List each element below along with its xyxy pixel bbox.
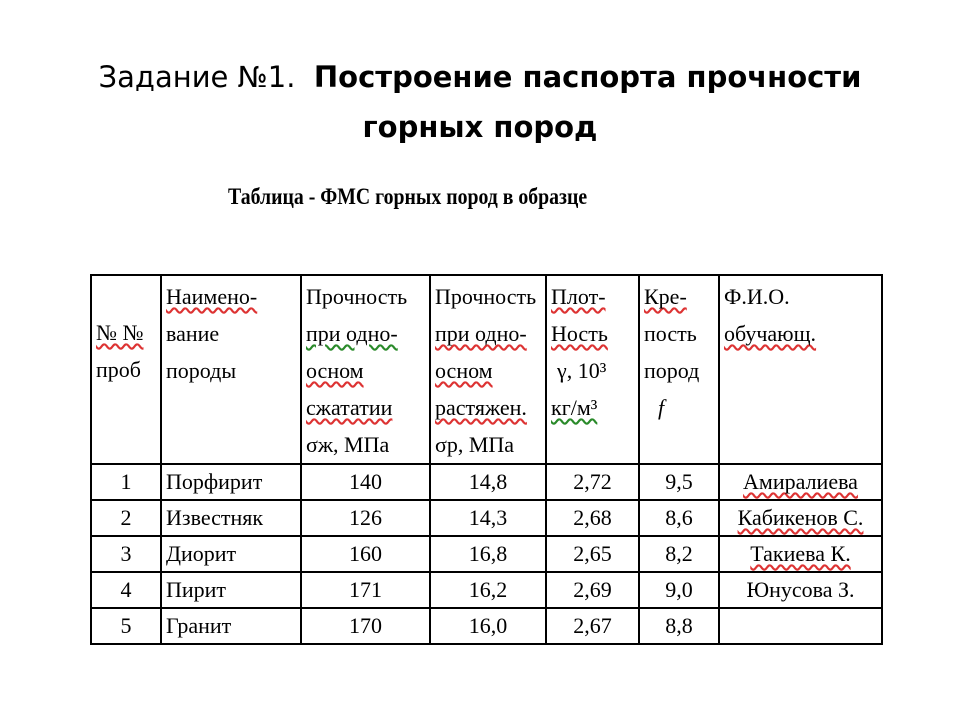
rock-properties-table	[90, 274, 883, 645]
cell-density: 2,68	[546, 500, 639, 536]
header-line: осном	[306, 358, 364, 383]
cell-student	[719, 536, 882, 572]
title-bold-line-2: горных пород	[362, 110, 598, 144]
header-unit: σр, МПа	[435, 432, 515, 457]
cell-hardness: 8,2	[639, 536, 719, 572]
header-line: осном	[435, 358, 493, 383]
cell-compressive: 171	[301, 572, 430, 608]
cell-rock-name: Пирит	[161, 572, 301, 608]
header-line: № №	[96, 320, 144, 345]
header-line: Ф.И.О.	[724, 284, 790, 309]
header-gamma: γ, 10³	[557, 358, 607, 383]
cell-rock-name: Гранит	[161, 608, 301, 644]
header-line: сжататии	[306, 395, 393, 420]
cell-compressive: 160	[301, 536, 430, 572]
header-line: обучающ.	[724, 321, 817, 346]
cell-hardness: 9,0	[639, 572, 719, 608]
table-row	[91, 500, 882, 536]
header-line: Наимено-	[166, 284, 258, 309]
header-line: Прочность	[306, 284, 408, 309]
header-line: пость	[644, 321, 697, 346]
cell-sample-no: 4	[91, 572, 161, 608]
header-line: Плот-	[551, 284, 606, 309]
header-unit: кг/м³	[551, 395, 598, 420]
title-bold-line-1: Построение паспорта прочности	[313, 60, 862, 94]
cell-density: 2,67	[546, 608, 639, 644]
table-row	[91, 608, 882, 644]
header-line: проб	[96, 357, 141, 382]
cell-tensile: 14,3	[430, 500, 546, 536]
cell-rock-name: Порфирит	[161, 464, 301, 500]
header-density	[546, 275, 639, 464]
table-row	[91, 464, 882, 500]
header-line: при одно-	[435, 321, 527, 346]
header-line: растяжен.	[435, 395, 527, 420]
header-line: Ность	[551, 321, 608, 346]
header-tensile-strength	[430, 275, 546, 464]
cell-rock-name: Известняк	[161, 500, 301, 536]
cell-hardness: 9,5	[639, 464, 719, 500]
cell-sample-no: 2	[91, 500, 161, 536]
cell-compressive: 170	[301, 608, 430, 644]
table-row	[91, 536, 882, 572]
student-name: Кабикенов С.	[737, 505, 864, 530]
cell-tensile: 16,2	[430, 572, 546, 608]
cell-tensile: 16,8	[430, 536, 546, 572]
header-rock-name	[161, 275, 301, 464]
cell-density: 2,69	[546, 572, 639, 608]
student-name: Юнусова З.	[746, 577, 855, 602]
cell-student	[719, 608, 882, 644]
header-student	[719, 275, 882, 464]
header-line: Кре-	[644, 284, 687, 309]
header-line: Прочность	[435, 284, 537, 309]
header-line: вание	[166, 321, 220, 346]
header-unit: σж, МПа	[306, 432, 390, 457]
cell-student	[719, 464, 882, 500]
cell-tensile: 14,8	[430, 464, 546, 500]
cell-compressive: 140	[301, 464, 430, 500]
cell-sample-no: 5	[91, 608, 161, 644]
table-caption: Таблица - ФМС горных пород в образце	[228, 184, 588, 209]
cell-hardness: 8,6	[639, 500, 719, 536]
title-prefix: Задание №1.	[98, 60, 296, 94]
slide-title	[0, 52, 960, 152]
student-name: Такиева К.	[750, 541, 851, 566]
header-line: пород	[644, 358, 700, 383]
header-line: породы	[166, 358, 237, 383]
cell-student	[719, 572, 882, 608]
cell-density: 2,72	[546, 464, 639, 500]
table-row	[91, 572, 882, 608]
cell-density: 2,65	[546, 536, 639, 572]
cell-sample-no: 3	[91, 536, 161, 572]
title-line-1	[0, 52, 960, 102]
header-hardness	[639, 275, 719, 464]
cell-compressive: 126	[301, 500, 430, 536]
header-line: при одно-	[306, 321, 398, 346]
table-header-row	[91, 275, 882, 464]
header-symbol: f	[658, 395, 665, 420]
header-compressive-strength	[301, 275, 430, 464]
cell-student	[719, 500, 882, 536]
cell-hardness: 8,8	[639, 608, 719, 644]
student-name: Амиралиева	[743, 469, 858, 494]
cell-rock-name: Диорит	[161, 536, 301, 572]
cell-sample-no: 1	[91, 464, 161, 500]
header-sample-no	[91, 275, 161, 464]
cell-tensile: 16,0	[430, 608, 546, 644]
